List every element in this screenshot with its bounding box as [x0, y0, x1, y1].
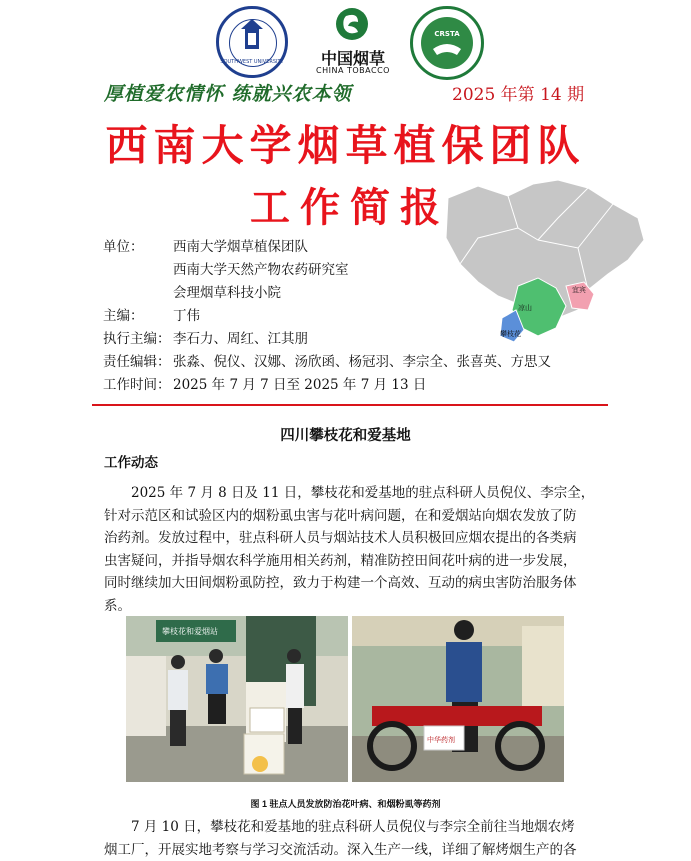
- map-label-liangshan: 凉山: [518, 303, 532, 312]
- info-resp-value: 张淼、倪仪、汉娜、汤欣函、杨冠羽、李宗全、张喜英、方思又: [173, 354, 551, 370]
- china-tobacco-logo-mark: [336, 8, 368, 40]
- paragraph-line: 7 月 10 日，攀枝花和爱基地的驻点科研人员倪仪与李宗全前往当地烟农烤: [104, 816, 588, 839]
- handshake-icon: [413, 9, 481, 77]
- tobacco-leaf-icon: [336, 8, 368, 40]
- info-editor: [103, 305, 200, 328]
- photo-sign-text: 攀枝花和爱烟站: [162, 626, 218, 636]
- paragraph-line: 针对示范区和试验区内的烟粉虱虫害与花叶病问题，在和爱烟站向烟农发放了防: [104, 505, 588, 528]
- info-resp-editor: [103, 351, 551, 374]
- southwest-university-logo: [216, 6, 288, 78]
- paragraph-line: 同时继续加大田间烟粉虱防控，致力于构建一个高效、互动的病虫害防治服务体: [104, 572, 588, 595]
- info-unit-key: 单位：: [103, 236, 173, 259]
- china-tobacco-logo-cn: 中国烟草: [312, 46, 394, 69]
- info-unit-line: 会理烟草科技小院: [173, 282, 349, 305]
- figure-caption: 图 1 驻点人员发放防治花叶病、和烟粉虱等药剂: [0, 797, 691, 810]
- paragraph-1: [104, 482, 588, 617]
- paragraph-line: 烟工厂，开展实地考察与学习交流活动。深入生产一线，详细了解烤烟生产的各: [104, 839, 588, 861]
- paragraph-line: 系。: [104, 595, 588, 618]
- info-unit-line: 西南大学烟草植保团队: [173, 236, 349, 259]
- section-title: 四川攀枝花和爱基地: [0, 424, 691, 445]
- issue-number: 2025 年第 14 期: [452, 80, 584, 105]
- info-unit: [103, 236, 173, 259]
- photo-motorcycle-delivery: [352, 616, 564, 782]
- info-exec-editor: [103, 328, 308, 351]
- header-logos: [0, 4, 691, 82]
- map-label-panzhihua: 攀枝花: [500, 329, 521, 338]
- paragraph-line: 2025 年 7 月 8 日及 11 日，攀枝花和爱基地的驻点科研人员倪仪、李宗全，: [104, 482, 588, 505]
- header-slogan: 厚植爱农情怀 练就兴农本领: [104, 79, 352, 106]
- photo-box-text: 中华药剂: [427, 735, 455, 744]
- crsta-logo-text: CRSTA: [413, 30, 481, 38]
- info-resp-key: 责任编辑：: [103, 351, 173, 374]
- info-time-key: 工作时间：: [103, 374, 173, 397]
- university-seal-icon: [219, 9, 285, 75]
- info-exec-key: 执行主编：: [103, 328, 173, 351]
- info-editor-value: 丁伟: [173, 308, 200, 324]
- map-label-yibin: 宜宾: [572, 285, 586, 294]
- china-tobacco-logo-en: CHINA TOBACCO: [312, 66, 394, 75]
- sub-title: 工作动态: [104, 451, 158, 471]
- paragraph-line: 虫害疑问，并指导烟农科学施用相关药剂，精准防控田间花叶病的进一步发展，: [104, 550, 588, 573]
- newsletter-subtitle: 工作简报: [250, 176, 450, 233]
- info-time-value: 2025 年 7 月 7 日至 2025 年 7 月 13 日: [173, 377, 426, 393]
- info-editor-key: 主编：: [103, 305, 173, 328]
- sichuan-region-map: [438, 178, 648, 353]
- newsletter-title: 西南大学烟草植保团队: [0, 113, 691, 173]
- info-work-time: [103, 374, 426, 397]
- paragraph-line: 治药剂。发放过程中，驻点科研人员与烟站技术人员积极回应烟农提出的各类病: [104, 527, 588, 550]
- paragraph-2: [104, 816, 588, 861]
- info-unit-line: 西南大学天然产物农药研究室: [173, 259, 349, 282]
- crsta-logo: [410, 6, 484, 80]
- red-divider: [92, 404, 608, 406]
- university-logo-text: SOUTHWEST UNIVERSITY: [219, 59, 285, 65]
- info-exec-value: 李石力、周红、江其朋: [173, 331, 308, 347]
- photo-distribution-station: [126, 616, 348, 782]
